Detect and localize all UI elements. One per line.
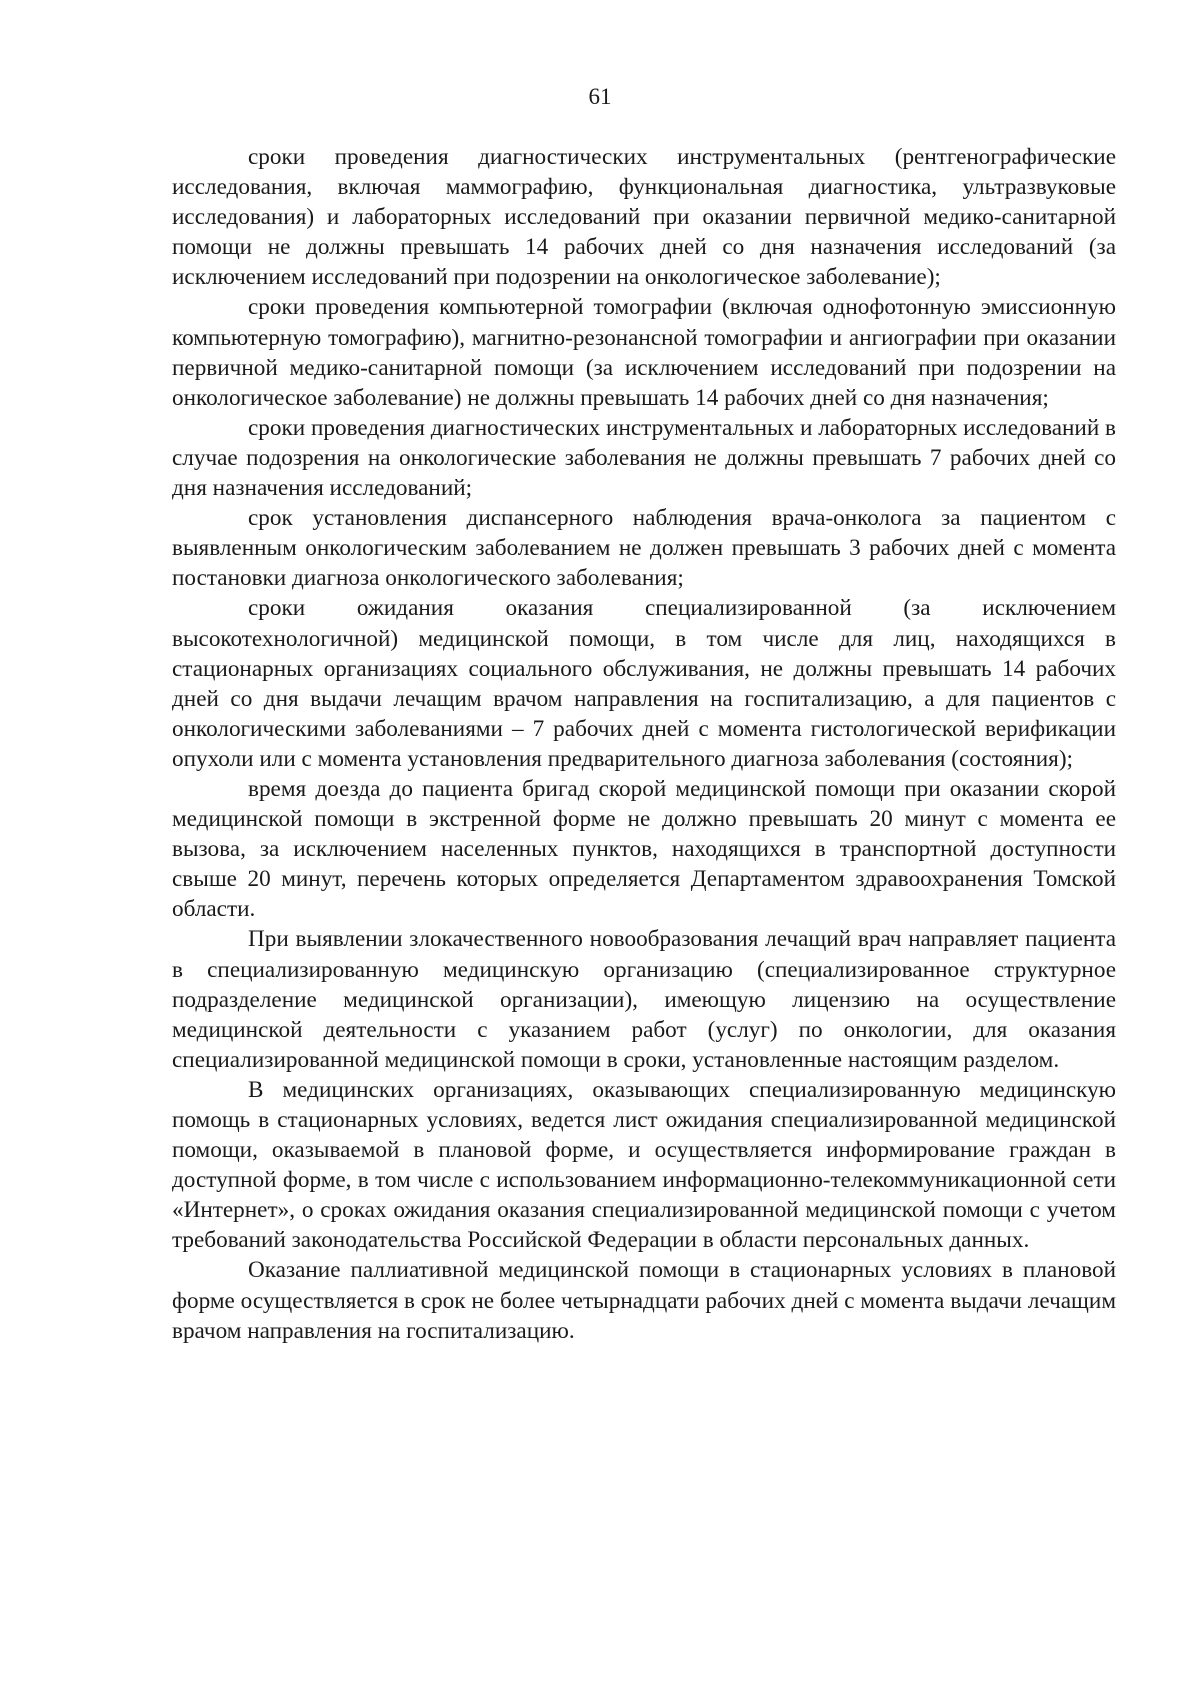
paragraph-malignancy-referral: При выявлении злокачественного новообразования лечащий врач направляет пациента в специализированную медицинскую организацию (специализированное структурное подразделение медицинской организации), имеющую лицензию на осуществление медицинской деятельности с указанием работ (услуг) по онкологии, для оказания специализированной медицинской помощи в сроки, установленные настоящим разделом. [172,926,1116,1073]
paragraph-tomography-terms: сроки проведения компьютерной томографии (включая однофотонную эмиссионную компьютерную томографию), магнитно-резонансной томографии и ангиографии при оказании первичной медико-санитарной помощи (за исключением исследований при подозрении на онкологическое заболевание) не должны превышать 14 рабочих дней со дня назначения; [172,294,1116,411]
paragraph-waiting-list: В медицинских организациях, оказывающих специализированную медицинскую помощь в стационарных условиях, ведется лист ожидания специализированной медицинской помощи, оказываемой в плановой форме, и осуществляется информирование граждан в доступной форме, в том числе с использованием информационно-телекоммуникационной сети «Интернет», о сроках ожидания оказания специализированной медицинской помощи с учетом требований законодательства Российской Федерации в области персональных данных. [172,1076,1116,1254]
paragraph-diagnostic-terms: сроки проведения диагностических инструментальных (рентгенографические исследования, включая маммографию, функциональная диагностика, ультразвуковые исследования) и лабораторных исследований при оказании первичной медико-санитарной помощи не должны превышать 14 рабочих дней со дня назначения исследований (за исключением исследований при подозрении на онкологическое заболевание); [172,144,1116,291]
paragraph-ambulance-arrival: время доезда до пациента бригад скорой медицинской помощи при оказании скорой медицинской помощи в экстренной форме не должно превышать 20 минут с момента ее вызова, за исключением населенных пунктов, находящихся в транспортной доступности свыше 20 минут, перечень которых определяется Департаментом здравоохранения Томской области. [172,775,1116,923]
page-number: 61 [588,84,612,109]
paragraph-palliative-care: Оказание паллиативной медицинской помощи в стационарных условиях в плановой форме осуществляется в срок не более четырнадцати рабочих дней с момента выдачи лечащим врачом направления на госпитализацию. [172,1257,1116,1344]
document-body [172,142,1116,1346]
paragraph-dispensary-observation: срок установления диспансерного наблюдения врача-онколога за пациентом с выявленным онкологическим заболеванием не должен превышать 3 рабочих дней с момента постановки диагноза онкологического заболевания; [172,505,1116,592]
paragraph-specialized-care-waiting: сроки ожидания оказания специализированной (за исключением высокотехнологичной) медицинской помощи, в том числе для лиц, находящихся в стационарных организациях социального обслуживания, не должны превышать 14 рабочих дней со дня выдачи лечащим врачом направления на госпитализацию, а для пациентов с онкологическими заболеваниями – 7 рабочих дней с момента гистологической верификации опухоли или с момента установления предварительного диагноза заболевания (состояния); [172,595,1116,772]
paragraph-oncology-suspicion-terms: сроки проведения диагностических инструментальных и лабораторных исследований в случае подозрения на онкологические заболевания не должны превышать 7 рабочих дней со дня назначения исследований; [172,414,1116,502]
